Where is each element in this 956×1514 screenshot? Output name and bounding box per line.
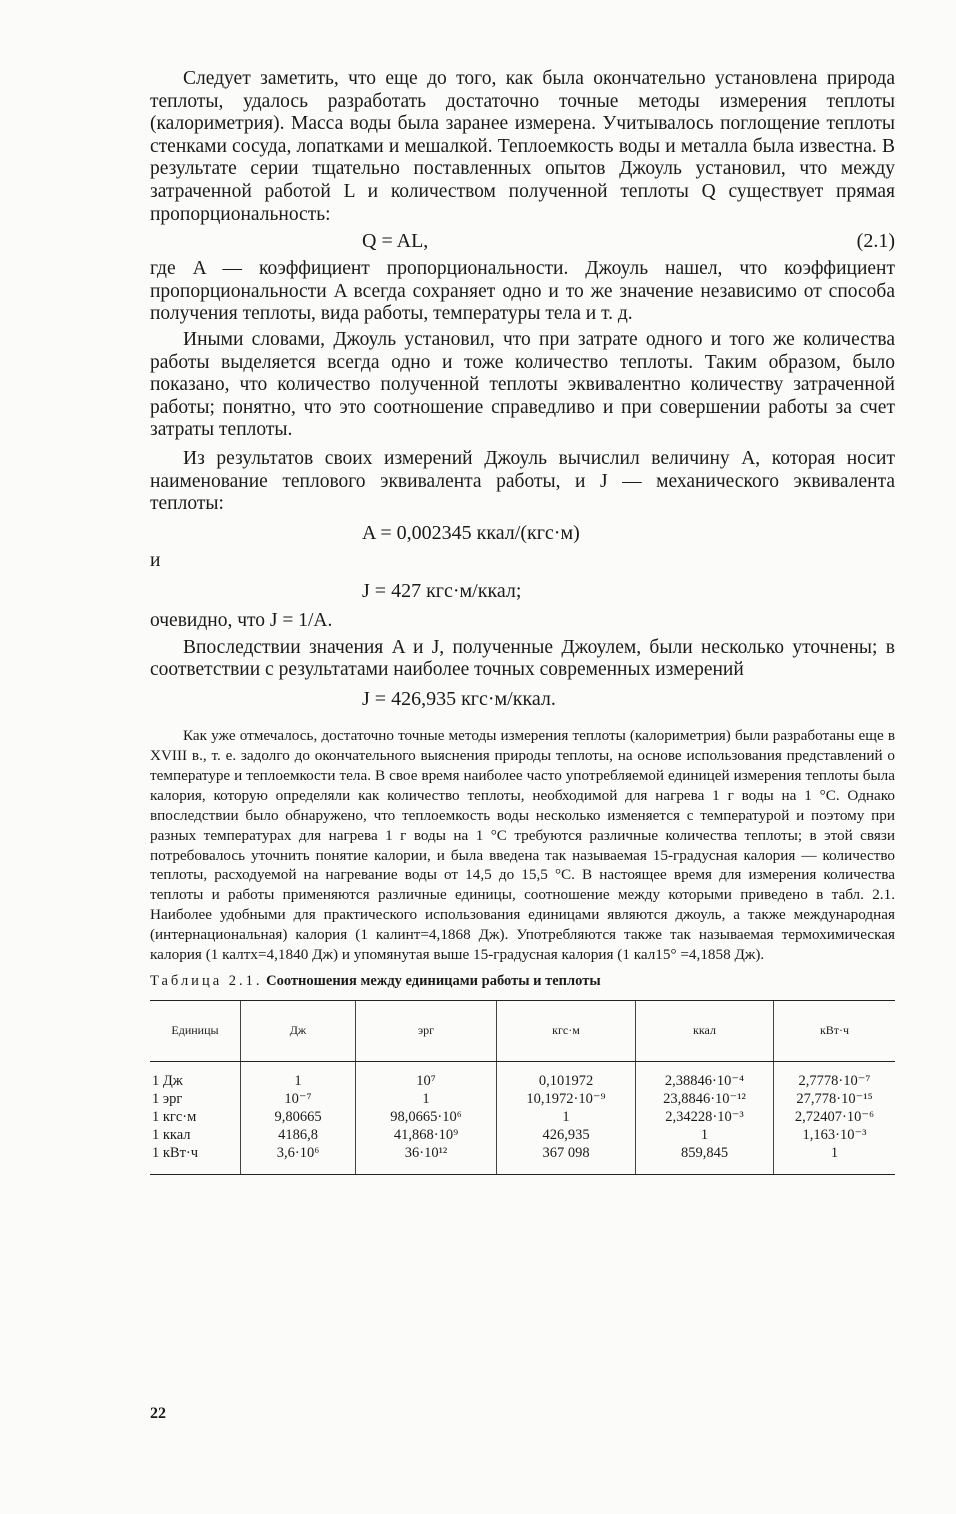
table-cell: 1 ккал: [152, 1126, 191, 1143]
table-cell: 3,6·10⁶: [276, 1144, 320, 1161]
table-cell: 2,72407·10⁻⁶: [794, 1108, 875, 1125]
table-column-cell: [150, 1061, 241, 1174]
table-column-cell: [497, 1061, 636, 1174]
page-content: [150, 68, 895, 1175]
equation-a-formula: A = 0,002345 ккал/(кгс·м): [362, 521, 580, 544]
table-cell: 1 кгс·м: [152, 1108, 197, 1125]
table-cell: 367 098: [542, 1144, 590, 1161]
table-header-cell: эрг: [356, 1000, 497, 1061]
paragraph-3: Иными словами, Джоуль установил, что при затрате одного и того же количества работы выделяется всегда одно и тоже количество теплоты. Таким образом, было показано, что количество полученной теплоты эквивалентно количеству затраченной работы; понятно, что это соотношение справедливо и при совершении работы за счет затраты теплоты.: [150, 328, 895, 441]
table-cell: 10⁷: [416, 1072, 436, 1089]
table-cell: 0,101972: [538, 1072, 594, 1089]
table-cell: 36·10¹²: [404, 1144, 448, 1161]
table-cell: 1: [562, 1108, 570, 1125]
equation-2-1-formula: Q = AL,: [362, 230, 429, 253]
conjunction-and: и: [150, 549, 161, 571]
table-cell: 27,778·10⁻¹⁵: [796, 1090, 873, 1107]
table-cell: 1: [830, 1144, 839, 1161]
table-cell: 10,1972·10⁻⁹: [526, 1090, 606, 1107]
table-cell: 1: [700, 1126, 709, 1143]
table-cell: 1,163·10⁻³: [802, 1126, 867, 1143]
table-header-cell: ккал: [636, 1000, 774, 1061]
paragraph-1: Следует заметить, что еще до того, как была окончательно установлена природа теплоты, удалось разработать достаточно точные методы измерения теплоты (калориметрия). Масса воды была заранее измерена. Учитывалось поглощение теплоты стенками сосуда, лопатками и мешалкой. Теплоемкость воды и металла была известна. В результате серии тщательно поставленных опытов Джоуль установил, что между затраченной работой L и количеством полученной теплоты Q существует прямая пропорциональность:: [150, 68, 895, 225]
equation-j-precise: [150, 688, 895, 710]
table-header-cell: кВт·ч: [774, 1000, 896, 1061]
table-column-cell: [241, 1061, 356, 1174]
equation-j: [150, 580, 895, 602]
table-column-cell: [636, 1061, 774, 1174]
table-cell: 859,845: [680, 1144, 729, 1161]
equation-a: [150, 522, 895, 544]
table-header-cell: Единицы: [150, 1000, 241, 1061]
equation-2-1: [150, 230, 895, 252]
paragraph-6: Впоследствии значения A и J, полученные Джоулем, были несколько уточнены; в соответствии с результатами наиболее точных современных измерений: [150, 636, 895, 681]
table-header-cell: кгс·м: [497, 1000, 636, 1061]
small-print-note: Как уже отмечалось, достаточно точные методы измерения теплоты (калориметрия) были разработаны еще в XVIII в., т. е. задолго до окончательного выяснения природы теплоты, на основе использования представлений о температуре и теплоемкости тела. В свое время наиболее часто употребляемой единицей измерения теплоты была калория, которую определяли как количество теплоты, необходимой для нагрева 1 г воды на 1 °С. Однако впоследствии было обнаружено, что теплоемкость воды несколько изменяется с температурой и поэтому при разных температурах для нагрева 1 г воды на 1 °С требуются различные количества теплоты; в этой связи потребовалось уточнить понятие калории, и была введена так называемая 15-градусная калория — количество теплоты, расходуемой на нагревание воды от 14,5 до 15,5 °С. В настоящее время для измерения количества теплоты и работы применяются различные единицы, соотношение между которыми приведено в табл. 2.1. Наиболее удобными для практического использования единицами являются джоуль, а также международная (интернациональная) калория (1 калинт=4,1868 Дж). Употребляются также так называемая термохимическая калория (1 калтх=4,1840 Дж) и упомянутая выше 15-градусная калория (1 кал15° =4,1858 Дж).: [150, 727, 895, 964]
table-header-row: [150, 1000, 895, 1061]
equation-2-1-number: (2.1): [856, 230, 895, 253]
page-number: 22: [150, 1405, 166, 1422]
table-column-cell: [774, 1061, 896, 1174]
table-cell: 1 Дж: [152, 1072, 183, 1089]
equation-j-precise-formula: J = 426,935 кгс·м/ккал.: [362, 688, 556, 711]
table-caption-text: Соотношения между единицами работы и теплоты: [266, 972, 601, 989]
table-cell: 1: [294, 1072, 302, 1089]
table-cell: 4186,8: [278, 1126, 318, 1143]
paragraph-4: Из результатов своих измерений Джоуль вычислил величину A, которая носит наименование теплового эквивалента работы, и J — механического эквивалента теплоты:: [150, 447, 895, 515]
table-cell: 9,80665: [274, 1108, 322, 1125]
table-cell: 10⁻⁷: [284, 1090, 312, 1107]
table-cell: 1 кВт·ч: [152, 1144, 199, 1161]
table-cell: 1 эрг: [152, 1090, 183, 1107]
table-header-cell: Дж: [241, 1000, 356, 1061]
table-cell: 1: [422, 1090, 430, 1107]
table-cell: 2,34228·10⁻³: [665, 1108, 744, 1125]
table-caption: [150, 973, 895, 990]
table-column-cell: [356, 1061, 497, 1174]
table-cell: 41,868·10⁹: [393, 1126, 459, 1143]
table-cell: 2,38846·10⁻⁴: [664, 1072, 745, 1089]
table-cell: 2,7778·10⁻⁷: [798, 1072, 871, 1089]
units-table: [150, 1000, 895, 1175]
table-cell: 98,0665·10⁶: [390, 1108, 462, 1125]
equation-j-formula: J = 427 кгс·м/ккал;: [362, 580, 522, 603]
paragraph-5: очевидно, что J = 1/A.: [150, 610, 333, 632]
table-caption-label: Таблица 2.1.: [150, 972, 263, 989]
table-cell: 23,8846·10⁻¹²: [663, 1090, 746, 1107]
table-row: [150, 1061, 895, 1174]
table-cell: 426,935: [542, 1126, 590, 1143]
paragraph-2: где A — коэффициент пропорциональности. Джоуль нашел, что коэффициент пропорциональности A всегда сохраняет одно и то же значение независимо от способа получения теплоты, вида работы, температуры тела и т. д.: [150, 258, 895, 325]
